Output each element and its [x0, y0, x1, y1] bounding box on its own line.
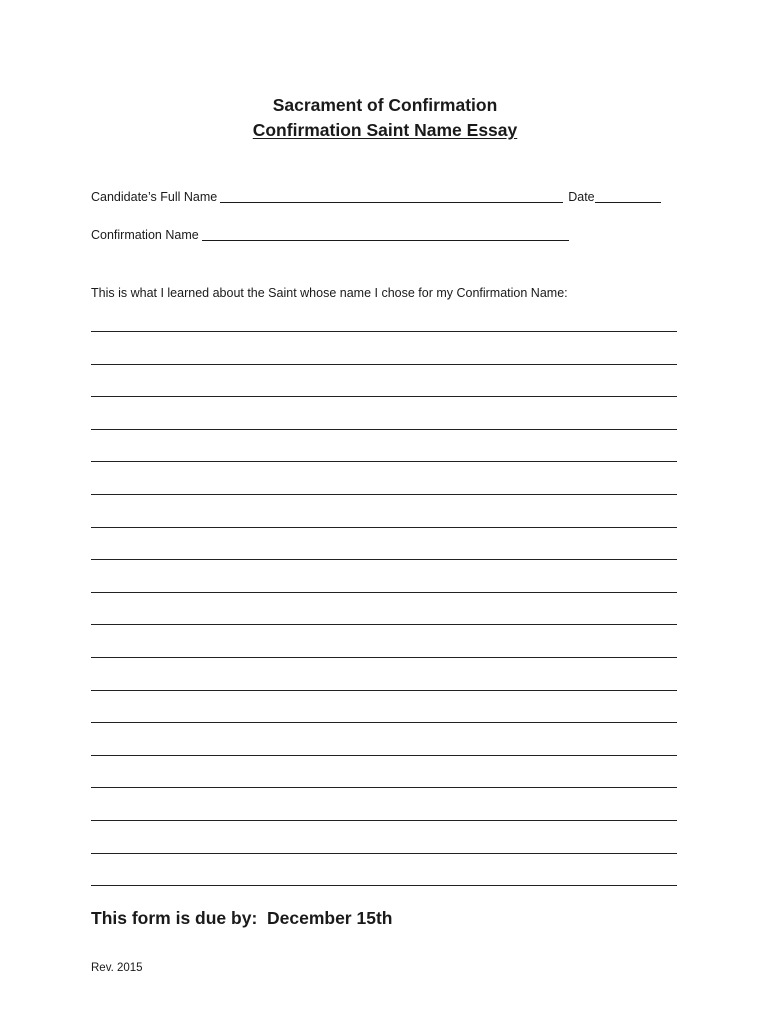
revision-label: Rev. 2015 [91, 962, 143, 974]
essay-line[interactable] [91, 559, 677, 560]
essay-prompt: This is what I learned about the Saint whose name I chose for my Confirmation Name: [91, 286, 568, 300]
essay-line[interactable] [91, 461, 677, 462]
essay-line[interactable] [91, 690, 677, 691]
due-date-notice: This form is due by: December 15th [91, 908, 393, 928]
essay-line[interactable] [91, 429, 677, 430]
essay-line[interactable] [91, 722, 677, 723]
form-subtitle: Confirmation Saint Name Essay [252, 120, 518, 140]
candidate-name-label: Candidate’s Full Name [91, 190, 218, 204]
essay-line[interactable] [91, 787, 677, 788]
essay-line[interactable] [91, 624, 677, 625]
date-label: Date [568, 190, 595, 204]
essay-line[interactable] [91, 527, 677, 528]
essay-line[interactable] [91, 396, 677, 397]
confirmation-name-label: Confirmation Name [91, 228, 199, 242]
form-title: Sacrament of Confirmation [272, 95, 498, 115]
essay-line[interactable] [91, 364, 677, 365]
essay-line[interactable] [91, 657, 677, 658]
essay-line[interactable] [91, 494, 677, 495]
confirmation-name-field[interactable] [202, 228, 569, 241]
essay-line[interactable] [91, 853, 677, 854]
title-block [0, 93, 770, 143]
essay-line[interactable] [91, 755, 677, 756]
confirmation-name-row [91, 227, 569, 243]
essay-line[interactable] [91, 592, 677, 593]
date-field[interactable] [595, 190, 661, 203]
candidate-name-row [91, 189, 661, 205]
essay-line[interactable] [91, 885, 677, 886]
essay-line[interactable] [91, 331, 677, 332]
candidate-name-field[interactable] [220, 190, 563, 203]
essay-line[interactable] [91, 820, 677, 821]
